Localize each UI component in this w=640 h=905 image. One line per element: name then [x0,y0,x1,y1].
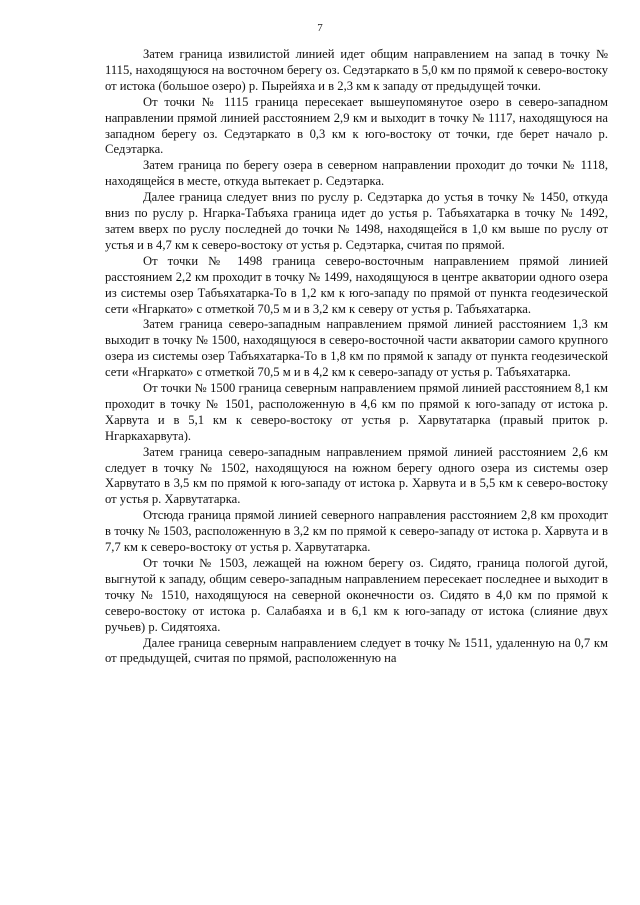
paragraph: От точки № 1500 граница северным направлением прямой линией расстоянием 8,1 км проходит в точку № 1501, расположенную в 4,6 км по прямой к юго-западу от истока р. Харвута и в 5,1 км к северо-востоку от устья р. Харвутатарка (правый приток р. Нгаркахарвута). [105,381,608,443]
paragraph: Далее граница следует вниз по руслу р. Седэтарка до устья в точку № 1450, откуда вниз по руслу р. Нгарка-Табъяха граница идет до устья р. Табъяхатарка в точку № 1492, затем вверх по руслу последней до точки № 1498, находящейся в 1,0 км выше по руслу от устья и в 4,7 км к северо-востоку от устья р. Седэтарка, считая по прямой. [105,190,608,252]
page-number: 7 [317,22,323,34]
paragraph: Затем граница северо-западным направлением прямой линией расстоянием 2,6 км следует в точку № 1502, находящуюся на южном берегу одного озера из системы озер Харвутато в 3,5 км по прямой к юго-западу от истока р. Харвута и в 5,5 км к северо-востоку от устья р. Харвутатарка. [105,444,608,507]
paragraph: Затем граница по берегу озера в северном направлении проходит до точки № 1118, находящейся в месте, откуда вытекает р. Седэтарка. [105,158,608,189]
paragraph: Затем граница северо-западным направлением прямой линией расстоянием 1,3 км выходит в точку № 1500, находящуюся в северо-восточной части акватории самого крупного озера из системы озер Табъяхатарка-То в 1,8 км по прямой к западу от пункта геодезической сети «Нгаркато» с отметкой 70,5 м и в 4,2 км к северо-западу от устья р. Табъяхатарка. [105,317,608,380]
paragraph: Отсюда граница прямой линией северного направления расстоянием 2,8 км проходит в точку № 1503, расположенную в 3,2 км по прямой к северо-западу от истока р. Харвута и в 7,7 км к северо-востоку от устья р. Харвутатарка. [105,508,608,555]
paragraph: От точки № 1498 граница северо-восточным направлением прямой линией расстоянием 2,2 км проходит в точку № 1499, находящуюся в центре акватории одного озера из системы озер Табъяхатарка-То в 1,2 км к юго-западу по прямой от пункта геодезической сети «Нгаркато» с отметкой 70,5 м и в 3,2 км к северу от устья р. Табъяхатарка. [105,253,608,316]
document-body [105,47,608,667]
paragraph: Затем граница извилистой линией идет общим направлением на запад в точку № 1115, находящуюся на восточном берегу оз. Седэтаркато в 5,0 км по прямой к северо-востоку от истока (большое озеро) р. Пырейяха и в 2,3 км к западу от предыдущей точки. [105,47,608,93]
paragraph: От точки № 1503, лежащей на южном берегу оз. Сидято, граница пологой дугой, выгнутой к западу, общим северо-западным направлением пересекает последнее и выходит в точку № 1510, находящуюся на северной оконечности оз. Сидято в 4,0 км по прямой к северо-востоку от истока р. Салабаяха и в 6,1 км к юго-западу от истока (слияние двух ручьев) р. Сидятояха. [105,556,608,634]
paragraph: Далее граница северным направлением следует в точку № 1511, удаленную на 0,7 км от предыдущей, считая по прямой, расположенную на [105,635,608,666]
paragraph: От точки № 1115 граница пересекает вышеупомянутое озеро в северо-западном направлении прямой линией расстоянием 2,9 км и выходит в точку № 1117, находящуюся на западном берегу оз. Седэтаркато в 0,3 км к юго-востоку от точки, где берет начало р. Седэтарка. [105,94,608,157]
